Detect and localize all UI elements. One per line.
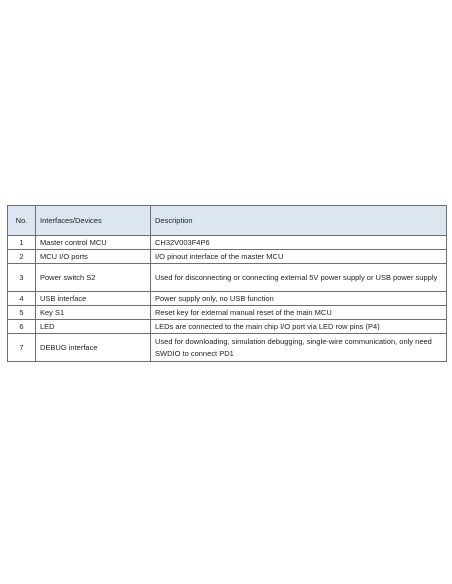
row-description: Used for disconnecting or connecting external 5V power supply or USB power supply <box>151 264 447 292</box>
row-description: Power supply only, no USB function <box>151 292 447 306</box>
row-no: 4 <box>8 292 36 306</box>
table-header-row <box>8 206 447 236</box>
row-description: CH32V003F4P6 <box>151 236 447 250</box>
row-interface: USB interface <box>36 292 151 306</box>
row-description: Reset key for external manual reset of the main MCU <box>151 306 447 320</box>
header-no: No. <box>8 206 36 236</box>
row-description: I/O pinout interface of the master MCU <box>151 250 447 264</box>
row-no: 2 <box>8 250 36 264</box>
row-no: 1 <box>8 236 36 250</box>
row-interface: LED <box>36 320 151 334</box>
table-row <box>8 320 447 334</box>
row-interface: DEBUG interface <box>36 334 151 362</box>
row-interface: Master control MCU <box>36 236 151 250</box>
header-description: Description <box>151 206 447 236</box>
row-interface: MCU I/O ports <box>36 250 151 264</box>
table-row <box>8 264 447 292</box>
row-interface: Power switch S2 <box>36 264 151 292</box>
row-description: Used for downloading, simulation debugging, single-wire communication, only need SWDIO to connect PD1 <box>151 334 447 362</box>
table-row <box>8 306 447 320</box>
table-row <box>8 334 447 362</box>
row-no: 3 <box>8 264 36 292</box>
row-no: 5 <box>8 306 36 320</box>
table-body <box>8 236 447 362</box>
row-interface: Key S1 <box>36 306 151 320</box>
table-row <box>8 236 447 250</box>
table-row <box>8 250 447 264</box>
interfaces-table <box>7 205 447 362</box>
row-no: 7 <box>8 334 36 362</box>
table-row <box>8 292 447 306</box>
header-interfaces: Interfaces/Devices <box>36 206 151 236</box>
row-description: LEDs are connected to the main chip I/O port via LED row pins (P4) <box>151 320 447 334</box>
row-no: 6 <box>8 320 36 334</box>
table-header <box>8 206 447 236</box>
